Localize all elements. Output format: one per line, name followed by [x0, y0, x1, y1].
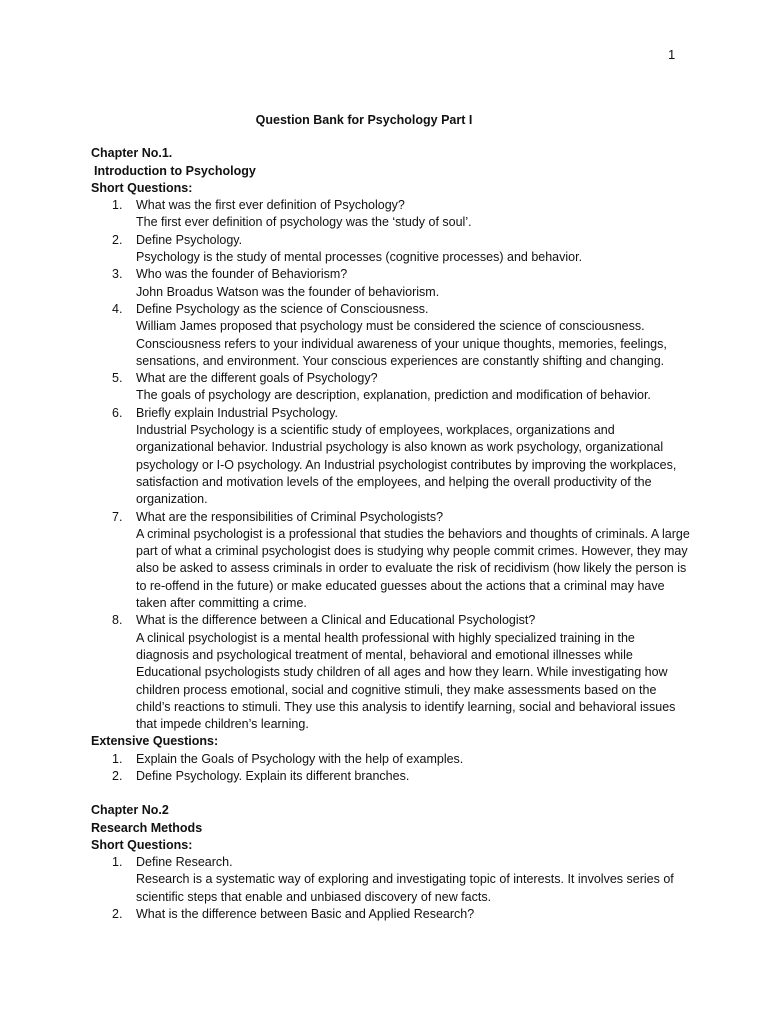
question-text: Define Research. [136, 855, 233, 870]
question-item [91, 751, 691, 768]
question-item [91, 266, 691, 301]
answer-text: A clinical psychologist is a mental health professional with highly specialized training in the diagnosis and psychological treatment of mental, behavioral and emotional illnesses while Educational psychologists study children of all ages and how they learn. While investigating how children process emotional, social and cognitive stimuli, they make assessments based on the child’s reactions to stimuli. They use this analysis to identify learning, social and behavioral issues that impede children’s learning. [136, 630, 676, 732]
question-item [91, 370, 691, 405]
question-item [91, 197, 691, 232]
question-item [91, 854, 691, 906]
question-item [91, 906, 691, 923]
answer-text: Industrial Psychology is a scientific study of employees, workplaces, organizations and organizational behavior. Industrial psychology is also known as work psychology, organizational psychology or I-O psychology. An Industrial psychologist contributes by improving the workplaces, satisfaction and motivation levels of the employees, and helping the overall productivity of the organization. [136, 423, 677, 507]
question-number: 2. [112, 907, 123, 922]
question-text: Define Psychology as the science of Consciousness. [136, 301, 429, 316]
question-number: 8. [112, 613, 123, 628]
question-number: 1. [112, 855, 123, 870]
extensive-questions-heading: Extensive Questions: [91, 734, 219, 749]
question-item [91, 768, 691, 785]
chapter-name: Introduction to Psychology [94, 163, 256, 178]
question-text: What is the difference between a Clinical and Educational Psychologist? [136, 613, 536, 628]
question-text: Define Psychology. [136, 232, 243, 247]
question-item [91, 405, 691, 509]
answer-text: A criminal psychologist is a professional that studies the behaviors and thoughts of criminals. A large part of what a criminal psychologist does is studying why people commit crimes. However, they may also be asked to assess criminals in order to evaluate the risk of recidivism (how likely the person is to re-offend in the future) or make educated guesses about the actions that a criminal may have taken after committing a crime. [136, 526, 690, 611]
answer-text: John Broadus Watson was the founder of behaviorism. [136, 284, 440, 299]
question-number: 4. [112, 301, 123, 316]
question-text: What are the responsibilities of Criminal Psychologists? [136, 509, 444, 524]
short-questions-heading: Short Questions: [91, 180, 193, 195]
question-text: Who was the founder of Behaviorism? [136, 267, 348, 282]
question-text: Explain the Goals of Psychology with the help of examples. [136, 751, 464, 766]
question-number: 1. [112, 198, 123, 213]
document-title: Question Bank for Psychology Part I [255, 113, 473, 127]
answer-text: Research is a systematic way of exploring and investigating topic of interests. It involves series of scientific steps that enable and unbiased discovery of new facts. [136, 872, 674, 904]
question-text: What was the first ever definition of Psychology? [136, 198, 405, 213]
answer-text: The goals of psychology are description, explanation, prediction and modification of behavior. [136, 388, 651, 403]
question-number: 3. [112, 267, 123, 282]
chapter-number: Chapter No.2 [91, 803, 169, 818]
document-body [91, 112, 691, 923]
question-text: What are the different goals of Psychology? [136, 371, 378, 386]
question-text: Define Psychology. Explain its different branches. [136, 768, 410, 783]
chapter-number: Chapter No.1. [91, 146, 173, 161]
question-number: 6. [112, 405, 123, 420]
answer-text: William James proposed that psychology must be considered the science of consciousness. Consciousness refers to your individual awareness of your unique thoughts, memories, feelings, sensations, and environment. Your conscious experiences are constantly shifting and changing. [136, 319, 667, 368]
question-item [91, 232, 691, 267]
question-item [91, 301, 691, 370]
chapter-name: Research Methods [91, 820, 203, 835]
extensive-questions-list [91, 751, 691, 786]
question-text: What is the difference between Basic and Applied Research? [136, 907, 475, 922]
question-number: 2. [112, 768, 123, 783]
answer-text: Psychology is the study of mental processes (cognitive processes) and behavior. [136, 250, 583, 265]
question-text: Briefly explain Industrial Psychology. [136, 405, 338, 420]
question-number: 5. [112, 371, 123, 386]
question-number: 2. [112, 232, 123, 247]
answer-text: The first ever definition of psychology was the ‘study of soul’. [136, 215, 472, 230]
short-questions-list [91, 854, 691, 923]
page-number: 1 [668, 47, 676, 62]
question-number: 7. [112, 509, 123, 524]
question-item [91, 509, 691, 613]
short-questions-list [91, 197, 691, 733]
short-questions-heading: Short Questions: [91, 837, 193, 852]
chapter-1 [91, 145, 691, 785]
spacer [91, 785, 691, 802]
question-item [91, 612, 691, 733]
question-number: 1. [112, 751, 123, 766]
chapter-2 [91, 802, 691, 923]
